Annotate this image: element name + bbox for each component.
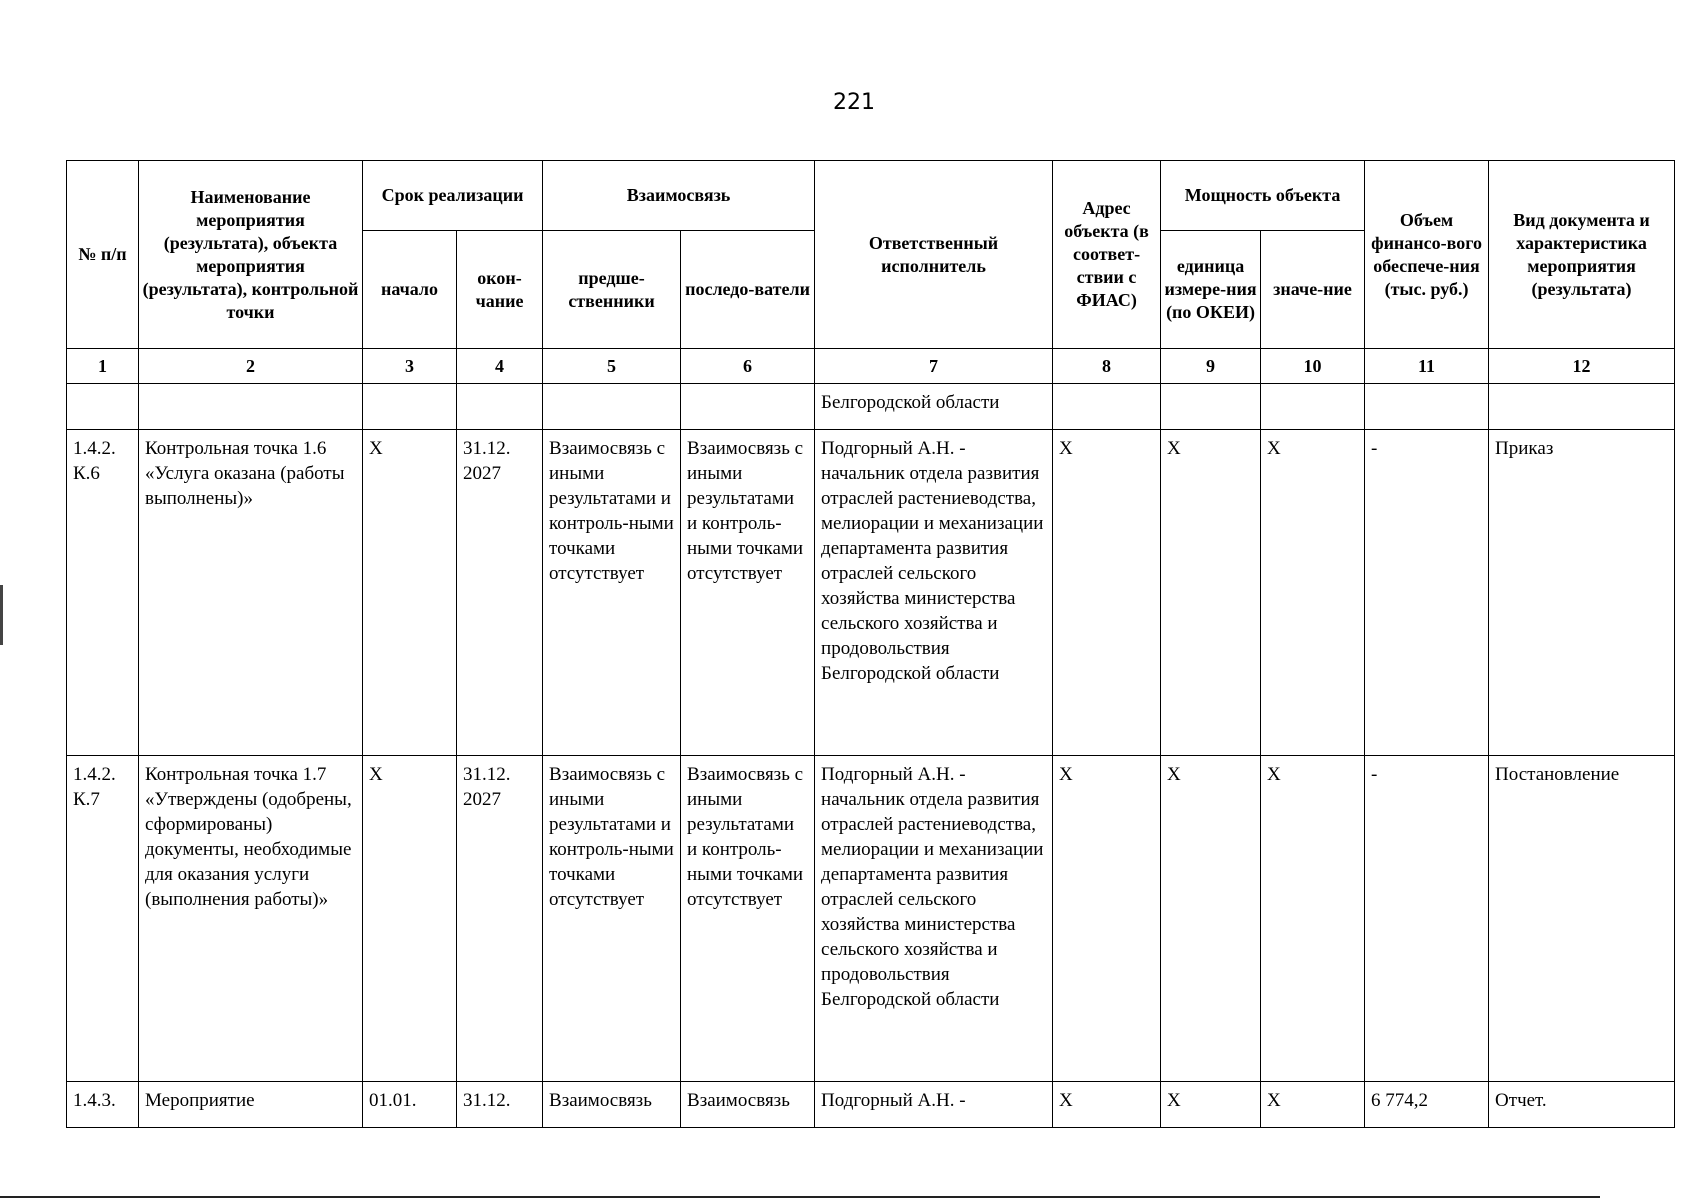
cell-address: X [1053,1082,1161,1128]
header-end: окон-чание [457,231,543,349]
column-number: 9 [1161,349,1261,384]
cell-value [1261,384,1365,430]
cell-successors: Взаимосвязь [681,1082,815,1128]
header-document: Вид документа и характеристика мероприятия (результата) [1489,161,1675,349]
cell-finance: - [1365,756,1489,1082]
table-row [67,384,1675,430]
cell-value: X [1261,430,1365,756]
cell-end [457,384,543,430]
column-number: 7 [815,349,1053,384]
scan-edge-mark [0,585,3,645]
column-number: 1 [67,349,139,384]
column-number: 12 [1489,349,1675,384]
cell-finance: 6 774,2 [1365,1082,1489,1128]
cell-predecessors [543,384,681,430]
column-number: 2 [139,349,363,384]
header-capacity: Мощность объекта [1161,161,1365,231]
cell-end: 31.12. [457,1082,543,1128]
cell-name [139,384,363,430]
cell-unit: X [1161,1082,1261,1128]
table-body [67,384,1675,1128]
cell-num: 1.4.3. [67,1082,139,1128]
cell-document: Отчет. [1489,1082,1675,1128]
cell-num: 1.4.2. К.6 [67,430,139,756]
cell-num [67,384,139,430]
cell-start: 01.01. [363,1082,457,1128]
cell-document [1489,384,1675,430]
cell-document: Постановление [1489,756,1675,1082]
cell-predecessors: Взаимосвязь с иными результатами и контроль-ными точками отсутствует [543,756,681,1082]
cell-successors: Взаимосвязь с иными результатами и контроль-ными точками отсутствует [681,756,815,1082]
header-address: Адрес объекта (в соответ-ствии с ФИАС) [1053,161,1161,349]
cell-value: X [1261,1082,1365,1128]
header-responsible: Ответственный исполнитель [815,161,1053,349]
header-name: Наименование мероприятия (результата), объекта мероприятия (результата), контрольной точки [139,161,363,349]
plan-table [66,160,1675,1128]
header-finance: Объем финансо-вого обеспече-ния (тыс. руб.) [1365,161,1489,349]
cell-start: X [363,430,457,756]
header-num: № п/п [67,161,139,349]
cell-start: X [363,756,457,1082]
cell-finance: - [1365,430,1489,756]
cell-responsible: Подгорный А.Н. - начальник отдела развития отраслей растениеводства, мелиорации и механизации департамента развития отраслей сельского хозяйства министерства сельского хозяйства и продовольствия Белгородской области [815,756,1053,1082]
column-number: 10 [1261,349,1365,384]
page-number: 221 [833,90,875,115]
cell-unit: X [1161,756,1261,1082]
cell-responsible: Белгородской области [815,384,1053,430]
cell-address: X [1053,756,1161,1082]
column-number: 6 [681,349,815,384]
cell-predecessors: Взаимосвязь с иными результатами и контроль-ными точками отсутствует [543,430,681,756]
header-start: начало [363,231,457,349]
cell-end: 31.12. 2027 [457,430,543,756]
header-value: значе-ние [1261,231,1365,349]
header-predecessors: предше-ственники [543,231,681,349]
cell-successors [681,384,815,430]
cell-unit [1161,384,1261,430]
cell-address: X [1053,430,1161,756]
cell-num: 1.4.2. К.7 [67,756,139,1082]
column-number: 8 [1053,349,1161,384]
page-bottom-rule [0,1196,1600,1198]
column-numbers-row [67,349,1675,384]
column-number: 3 [363,349,457,384]
cell-name: Мероприятие [139,1082,363,1128]
table-header [67,161,1675,384]
cell-value: X [1261,756,1365,1082]
header-term: Срок реализации [363,161,543,231]
cell-unit: X [1161,430,1261,756]
header-link: Взаимосвязь [543,161,815,231]
column-number: 11 [1365,349,1489,384]
header-successors: последо-ватели [681,231,815,349]
column-number: 5 [543,349,681,384]
table-row [67,756,1675,1082]
cell-document: Приказ [1489,430,1675,756]
cell-end: 31.12. 2027 [457,756,543,1082]
cell-address [1053,384,1161,430]
cell-responsible: Подгорный А.Н. - [815,1082,1053,1128]
cell-start [363,384,457,430]
cell-name: Контрольная точка 1.6 «Услуга оказана (работы выполнены)» [139,430,363,756]
header-unit: единица измере-ния (по ОКЕИ) [1161,231,1261,349]
cell-name: Контрольная точка 1.7 «Утверждены (одобрены, сформированы) документы, необходимые для оказания услуги (выполнения работы)» [139,756,363,1082]
cell-finance [1365,384,1489,430]
table-row [67,430,1675,756]
cell-successors: Взаимосвязь с иными результатами и контроль-ными точками отсутствует [681,430,815,756]
cell-predecessors: Взаимосвязь [543,1082,681,1128]
cell-responsible: Подгорный А.Н. - начальник отдела развития отраслей растениеводства, мелиорации и механизации департамента развития отраслей сельского хозяйства министерства сельского хозяйства и продовольствия Белгородской области [815,430,1053,756]
column-number: 4 [457,349,543,384]
table-row [67,1082,1675,1128]
